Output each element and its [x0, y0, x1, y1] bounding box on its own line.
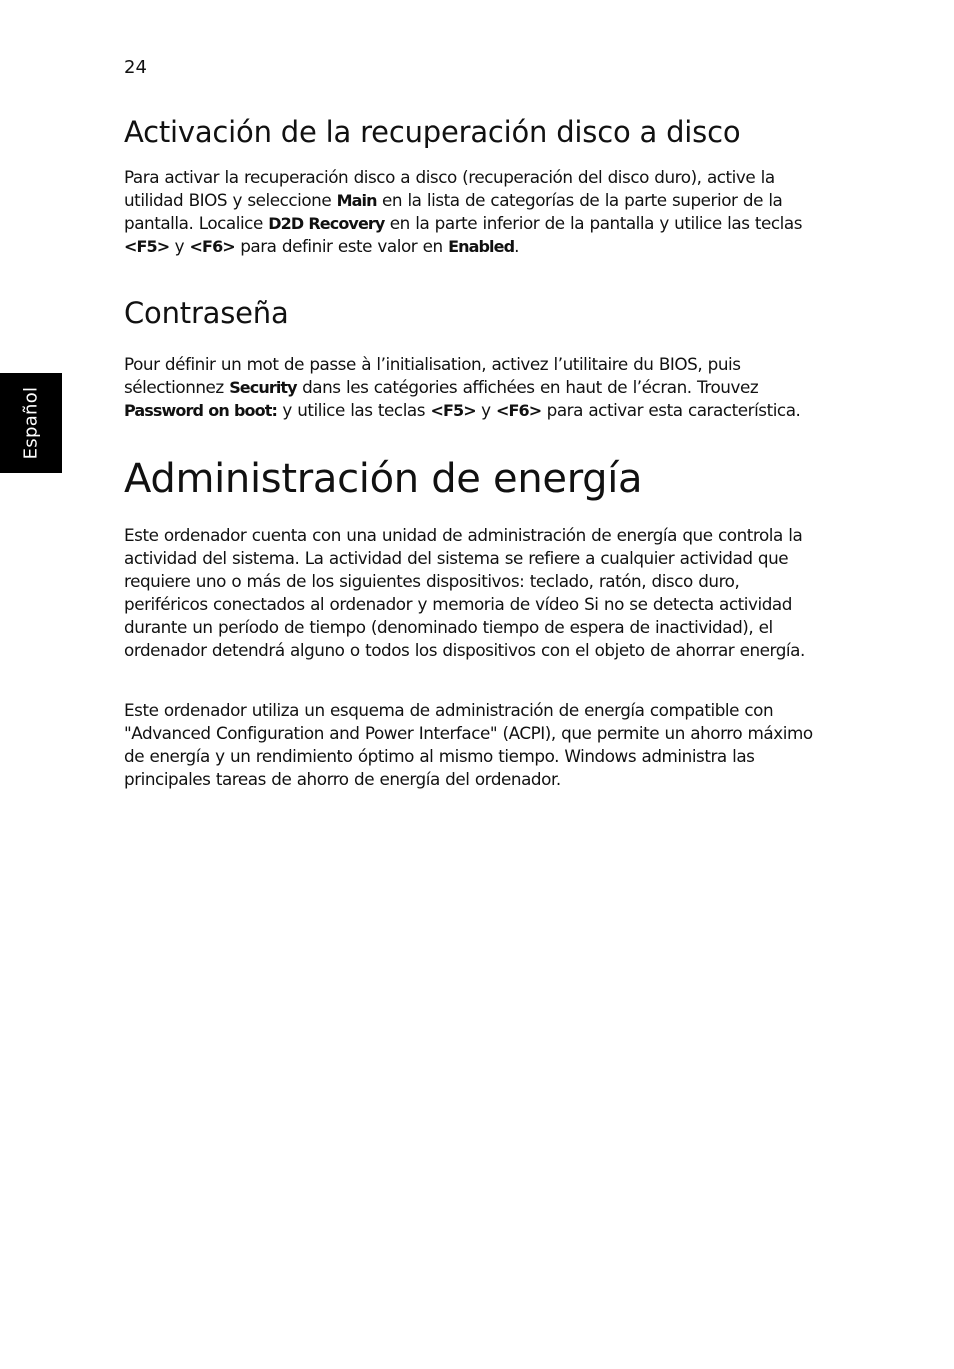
- paragraph-power-management-1: Este ordenador cuenta con una unidad de administración de energía que controla la actividad del sistema. La actividad del sistema se refiere a cualquier actividad que requiere uno o más de los siguientes dispositivos: teclado, ratón, disco duro, periféricos conectados al ordenador y memoria de vídeo Si no se detecta actividad durante un período de tiempo (denominado tiempo de espera de inactividad), el ordenador detendrá alguno o todos los dispositivos con el objeto de ahorrar energía.: [124, 525, 805, 660]
- heading-password: Contraseña: [124, 296, 289, 330]
- paragraph-password: [124, 353, 814, 422]
- key-f5: <F5>: [124, 237, 170, 256]
- text-run: Pour définir un mot de passe à l’initialisation, activez l’utilitaire du BIOS, puis sélectionnez: [124, 354, 741, 397]
- text-run: para definir este valor en: [234, 236, 449, 256]
- text-run: y: [169, 236, 190, 256]
- bios-term-security: Security: [229, 378, 297, 397]
- language-side-tab-label: Español: [20, 386, 42, 460]
- key-f6: <F6>: [495, 401, 542, 420]
- bios-term-enabled: Enabled: [448, 237, 515, 256]
- key-f5: <F5>: [430, 401, 476, 420]
- text-run: y: [475, 400, 496, 420]
- bios-term-d2d-recovery: D2D Recovery: [268, 214, 385, 233]
- page-number: 24: [124, 57, 147, 78]
- text-run: en la lista de categorías de la parte superior de la pantalla. Localice: [124, 190, 783, 233]
- text-run: para activar esta característica.: [541, 400, 801, 420]
- heading-power-management: Administración de energía: [124, 456, 643, 502]
- text-run: en la parte inferior de la pantalla y utilice las teclas: [384, 213, 803, 233]
- text-run: Para activar la recuperación disco a disco (recuperación del disco duro), active la utilidad BIOS y seleccione: [124, 167, 775, 210]
- text-run: .: [514, 236, 520, 256]
- key-f6: <F6>: [189, 237, 235, 256]
- language-side-tab: [0, 373, 62, 473]
- paragraph-power-management-2: Este ordenador utiliza un esquema de administración de energía compatible con "Advanced Configuration and Power Interface" (ACPI), que permite un ahorro máximo de energía y un rendimiento óptimo al mismo tiempo. Windows administra las principales tareas de ahorro de energía del ordenador.: [124, 700, 813, 789]
- paragraph-d2d-recovery: [124, 166, 814, 258]
- bios-term-password-on-boot: Password on boot:: [124, 401, 277, 420]
- heading-d2d-recovery: Activación de la recuperación disco a disco: [124, 115, 741, 149]
- bios-term-main: Main: [336, 191, 377, 210]
- text-run: y utilice las teclas: [276, 400, 431, 420]
- text-run: dans les catégories affichées en haut de l’écran. Trouvez: [296, 377, 759, 397]
